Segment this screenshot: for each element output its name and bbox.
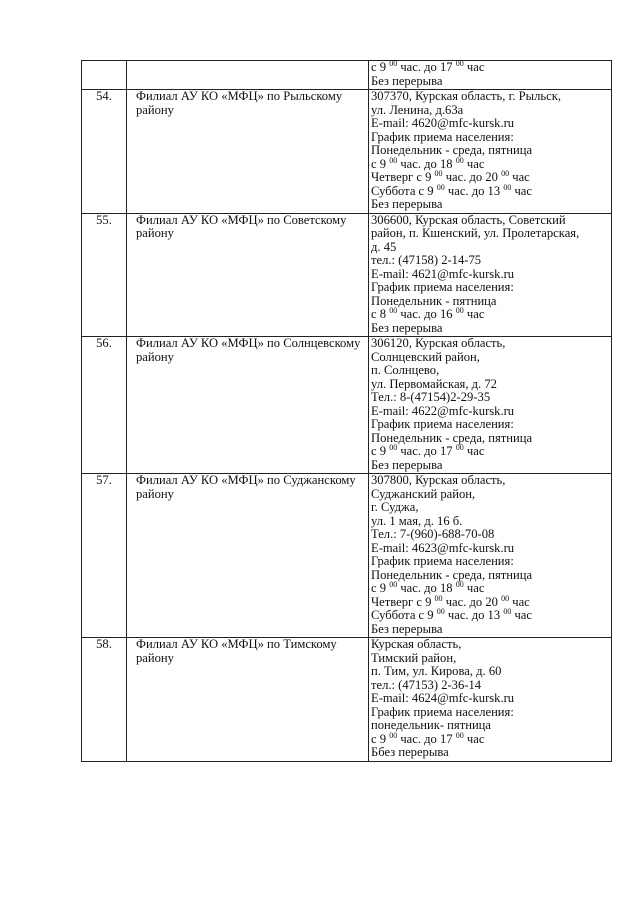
info-text: тел.: (47153) 2-36-14 bbox=[371, 677, 482, 692]
info-text: д. 45 bbox=[371, 239, 397, 254]
info-line bbox=[371, 364, 609, 378]
info-text: час bbox=[463, 444, 485, 458]
info-text: час. до 17 bbox=[397, 60, 456, 74]
info-line bbox=[371, 305, 609, 322]
info-line bbox=[371, 418, 609, 432]
info-line bbox=[371, 155, 609, 172]
info-text: E-mail: 4622@mfc-kursk.ru bbox=[371, 403, 515, 418]
info-line bbox=[371, 131, 609, 145]
time-minutes-superscript: 00 bbox=[501, 593, 510, 603]
info-text: ул. 1 мая, д. 16 б. bbox=[371, 513, 463, 528]
info-text: район, п. Кшенский, ул. Пролетарская, bbox=[371, 226, 580, 240]
info-text: 306120, Курская область, bbox=[371, 336, 506, 350]
info-text: Солнцевский район, bbox=[371, 349, 480, 364]
info-line bbox=[371, 579, 609, 596]
info-line bbox=[371, 459, 609, 473]
info-text: час. до 17 bbox=[397, 731, 456, 746]
info-text: тел.: (47158) 2-14-75 bbox=[371, 253, 482, 267]
row-number: 54. bbox=[82, 90, 127, 214]
info-text: График приема населения: bbox=[371, 280, 514, 294]
info-line bbox=[371, 706, 609, 720]
info-line bbox=[371, 337, 609, 351]
time-minutes-superscript: 00 bbox=[455, 579, 464, 589]
info-line bbox=[371, 746, 609, 760]
info-text: час. до 18 bbox=[397, 156, 456, 171]
info-line bbox=[371, 593, 609, 610]
info-text: п. Солнцево, bbox=[371, 363, 440, 377]
info-text: Понедельник - пятница bbox=[371, 293, 497, 308]
row-number: 58. bbox=[82, 638, 127, 762]
time-minutes-superscript: 00 bbox=[455, 305, 464, 315]
info-text: час. до 16 bbox=[397, 307, 456, 321]
info-text: Тимский район, bbox=[371, 650, 457, 665]
info-line bbox=[371, 391, 609, 405]
time-minutes-superscript: 00 bbox=[389, 730, 398, 740]
info-line bbox=[371, 432, 609, 446]
info-text: Понедельник - среда, пятница bbox=[371, 430, 533, 445]
info-text: с 9 bbox=[371, 444, 390, 458]
info-text: час bbox=[509, 594, 530, 609]
info-text: Без перерыва bbox=[371, 457, 443, 472]
info-text: час. до 20 bbox=[442, 170, 502, 184]
info-text: 307370, Курская область, г. Рыльск, bbox=[371, 89, 561, 103]
info-text: E-mail: 4621@mfc-kursk.ru bbox=[371, 266, 515, 281]
info-text: Без перерыва bbox=[371, 197, 443, 211]
info-text: Без перерыва bbox=[371, 320, 443, 335]
info-line bbox=[371, 268, 609, 282]
row-number: 56. bbox=[82, 337, 127, 474]
info-text: с 9 bbox=[371, 731, 390, 746]
info-text: Без перерыва bbox=[371, 73, 443, 88]
time-minutes-superscript: 00 bbox=[455, 442, 464, 452]
branch-name: Филиал АУ КО «МФЦ» по Тимскому району bbox=[127, 638, 369, 762]
info-line bbox=[371, 555, 609, 569]
table-row bbox=[82, 61, 612, 90]
info-line bbox=[371, 378, 609, 392]
info-line bbox=[371, 198, 609, 212]
info-line bbox=[371, 665, 609, 679]
branch-name: Филиал АУ КО «МФЦ» по Солнцевскому району bbox=[127, 337, 369, 474]
row-number bbox=[82, 61, 127, 90]
info-line bbox=[371, 117, 609, 131]
table-row bbox=[82, 90, 612, 214]
info-text: Ббез перерыва bbox=[371, 745, 449, 759]
info-line bbox=[371, 254, 609, 268]
info-text: час. до 17 bbox=[397, 444, 456, 458]
info-text: Суббота с 9 bbox=[371, 183, 437, 198]
info-text: час bbox=[463, 60, 485, 74]
info-text: Суббота с 9 bbox=[371, 608, 437, 622]
info-text: Без перерыва bbox=[371, 621, 443, 636]
info-line bbox=[371, 442, 609, 459]
info-text: Курская область, bbox=[371, 637, 462, 651]
branch-table bbox=[81, 60, 612, 762]
info-line bbox=[371, 623, 609, 637]
table-row bbox=[82, 213, 612, 337]
time-minutes-superscript: 00 bbox=[434, 168, 443, 178]
info-line bbox=[371, 488, 609, 502]
info-line bbox=[371, 351, 609, 365]
info-text: час bbox=[463, 731, 485, 746]
info-text: п. Тим, ул. Кирова, д. 60 bbox=[371, 664, 502, 678]
branch-contact-info bbox=[369, 337, 612, 474]
info-text: час bbox=[511, 608, 532, 622]
time-minutes-superscript: 00 bbox=[389, 58, 398, 68]
branch-name bbox=[127, 61, 369, 90]
info-text: График приема населения: bbox=[371, 704, 514, 719]
row-number: 55. bbox=[82, 213, 127, 337]
time-minutes-superscript: 00 bbox=[434, 593, 443, 603]
info-line bbox=[371, 295, 609, 309]
info-line bbox=[371, 652, 609, 666]
info-text: E-mail: 4624@mfc-kursk.ru bbox=[371, 691, 515, 705]
info-line bbox=[371, 227, 609, 241]
row-number: 57. bbox=[82, 474, 127, 638]
info-text: ул. Первомайская, д. 72 bbox=[371, 376, 497, 391]
info-text: 307800, Курская область, bbox=[371, 473, 506, 487]
info-text: час bbox=[463, 156, 485, 171]
time-minutes-superscript: 00 bbox=[455, 155, 464, 165]
info-text: E-mail: 4623@mfc-kursk.ru bbox=[371, 540, 515, 555]
info-text: час. до 20 bbox=[442, 594, 502, 609]
info-line bbox=[371, 322, 609, 336]
info-line bbox=[371, 730, 609, 747]
info-text: с 9 bbox=[371, 581, 390, 595]
info-text: час. до 13 bbox=[444, 183, 504, 198]
info-line bbox=[371, 679, 609, 693]
table-body bbox=[82, 58, 612, 762]
info-line bbox=[371, 58, 609, 75]
info-line bbox=[371, 281, 609, 295]
time-minutes-superscript: 00 bbox=[389, 442, 398, 452]
branch-name: Филиал АУ КО «МФЦ» по Советскому району bbox=[127, 213, 369, 337]
info-line bbox=[371, 542, 609, 556]
branch-contact-info bbox=[369, 638, 612, 762]
branch-contact-info bbox=[369, 90, 612, 214]
info-text: час bbox=[511, 183, 532, 198]
info-text: E-mail: 4620@mfc-kursk.ru bbox=[371, 116, 515, 130]
info-line bbox=[371, 501, 609, 515]
info-line bbox=[371, 104, 609, 118]
info-text: г. Суджа, bbox=[371, 500, 419, 514]
time-minutes-superscript: 00 bbox=[389, 305, 398, 315]
branch-contact-info bbox=[369, 474, 612, 638]
time-minutes-superscript: 00 bbox=[501, 168, 510, 178]
info-text: час. до 18 bbox=[397, 581, 456, 595]
info-text: Тел.: 8-(47154)2-29-35 bbox=[371, 390, 491, 404]
info-line bbox=[371, 692, 609, 706]
info-text: 306600, Курская область, Советский bbox=[371, 212, 566, 227]
info-line bbox=[371, 168, 609, 185]
time-minutes-superscript: 00 bbox=[455, 58, 464, 68]
info-line bbox=[371, 515, 609, 529]
info-line bbox=[371, 474, 609, 488]
info-line bbox=[371, 182, 609, 199]
time-minutes-superscript: 00 bbox=[389, 155, 398, 165]
info-text: Понедельник - среда, пятница bbox=[371, 567, 533, 582]
info-text: График приема населения: bbox=[371, 554, 514, 568]
info-text: Тел.: 7-(960)-688-70-08 bbox=[371, 527, 495, 541]
time-minutes-superscript: 00 bbox=[436, 606, 445, 616]
info-text: Четверг с 9 bbox=[371, 594, 435, 609]
time-minutes-superscript: 00 bbox=[503, 606, 512, 616]
info-text: час bbox=[463, 307, 485, 321]
info-line bbox=[371, 144, 609, 158]
table-row bbox=[82, 337, 612, 474]
time-minutes-superscript: 00 bbox=[455, 730, 464, 740]
time-minutes-superscript: 00 bbox=[436, 182, 445, 192]
info-line bbox=[371, 241, 609, 255]
time-minutes-superscript: 00 bbox=[389, 579, 398, 589]
info-text: с 9 bbox=[371, 60, 390, 74]
info-line bbox=[371, 75, 609, 89]
branch-name: Филиал АУ КО «МФЦ» по Суджанскому району bbox=[127, 474, 369, 638]
branch-contact-info bbox=[369, 58, 612, 90]
info-text: час bbox=[509, 170, 530, 184]
info-text: час. до 13 bbox=[444, 608, 504, 622]
info-line bbox=[371, 719, 609, 733]
info-line bbox=[371, 214, 609, 228]
info-line bbox=[371, 569, 609, 583]
info-text: час bbox=[463, 581, 485, 595]
info-text: с 9 bbox=[371, 156, 390, 171]
info-text: График приема населения: bbox=[371, 129, 514, 144]
info-line bbox=[371, 606, 609, 623]
info-text: понедельник- пятница bbox=[371, 718, 492, 732]
branch-name: Филиал АУ КО «МФЦ» по Рыльскому району bbox=[127, 90, 369, 214]
info-text: График приема населения: bbox=[371, 417, 514, 431]
info-text: ул. Ленина, д.63а bbox=[371, 102, 464, 117]
info-text: Суджанский район, bbox=[371, 486, 476, 501]
info-text: Понедельник - среда, пятница bbox=[371, 143, 533, 157]
table-row bbox=[82, 638, 612, 762]
info-text: с 8 bbox=[371, 307, 390, 321]
info-line bbox=[371, 638, 609, 652]
branch-contact-info bbox=[369, 213, 612, 337]
table-row bbox=[82, 474, 612, 638]
info-line bbox=[371, 528, 609, 542]
info-line bbox=[371, 90, 609, 104]
info-text: Четверг с 9 bbox=[371, 170, 435, 184]
info-line bbox=[371, 405, 609, 419]
time-minutes-superscript: 00 bbox=[503, 182, 512, 192]
